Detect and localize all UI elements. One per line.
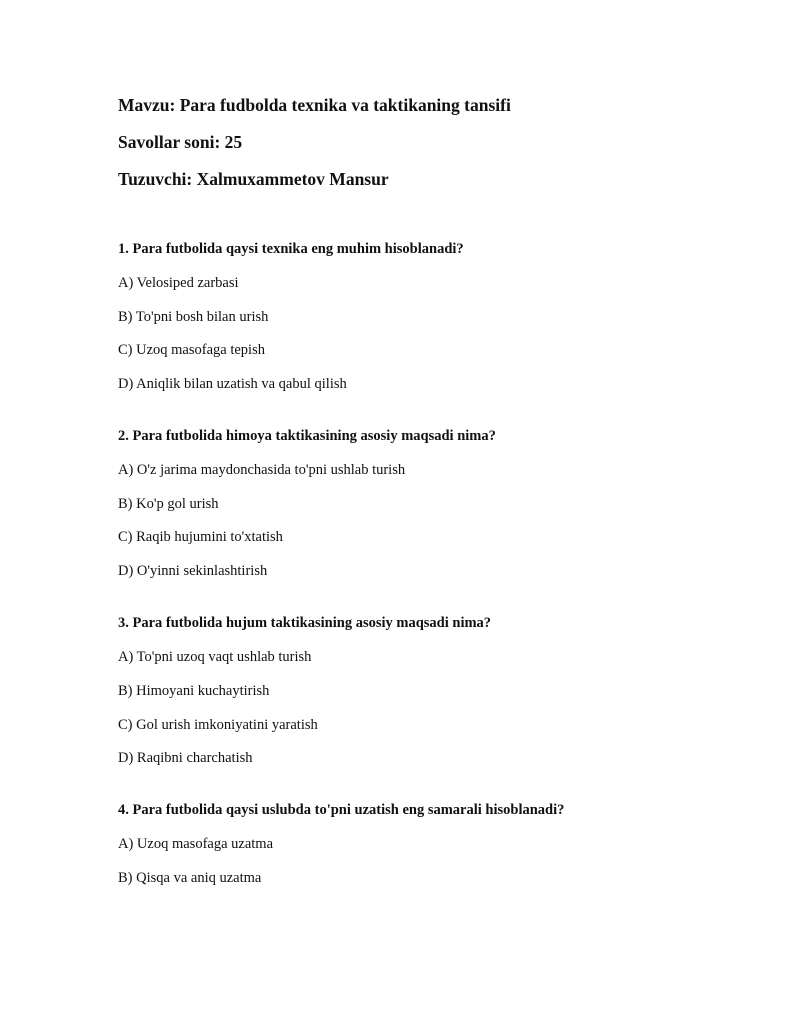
question-list <box>118 240 758 921</box>
document-header <box>118 95 758 206</box>
answer-option-c: C) Gol urish imkoniyatini yaratish <box>118 716 318 733</box>
question-2 <box>118 427 758 580</box>
answer-option-d: D) Aniqlik bilan uzatish va qabul qilish <box>118 376 347 393</box>
answer-option-c: C) Uzoq masofaga tepish <box>118 342 265 359</box>
answer-option-a: A) To'pni uzoq vaqt ushlab turish <box>118 649 312 666</box>
question-title: 2. Para futbolida himoya taktikasining asosiy maqsadi nima? <box>118 428 496 445</box>
answer-option-a: A) O'z jarima maydonchasida to'pni ushlab turish <box>118 462 406 479</box>
answer-option-d: D) Raqibni charchatish <box>118 750 253 767</box>
author-line: Tuzuvchi: Xalmuxammetov Mansur <box>118 169 389 189</box>
topic-line: Mavzu: Para fudbolda texnika va taktikaning tansifi <box>118 95 511 115</box>
answer-option-a: A) Uzoq masofaga uzatma <box>118 836 274 853</box>
answer-option-a: A) Velosiped zarbasi <box>118 275 239 291</box>
question-count-line: Savollar soni: 25 <box>118 132 243 152</box>
answer-option-b: B) Himoyani kuchaytirish <box>118 682 270 699</box>
answer-option-d: D) O'yinni sekinlashtirish <box>118 563 268 580</box>
question-4 <box>118 801 758 887</box>
answer-option-b: B) Qisqa va aniq uzatma <box>118 869 262 886</box>
question-title: 1. Para futbolida qaysi texnika eng muhim hisoblanadi? <box>118 241 464 257</box>
answer-option-b: B) To'pni bosh bilan urish <box>118 308 269 325</box>
question-3 <box>118 614 758 767</box>
question-title: 3. Para futbolida hujum taktikasining asosiy maqsadi nima? <box>118 615 492 632</box>
answer-option-c: C) Raqib hujumini to'xtatish <box>118 529 283 546</box>
question-title: 4. Para futbolida qaysi uslubda to'pni uzatish eng samarali hisoblanadi? <box>118 802 565 819</box>
question-1 <box>118 240 758 393</box>
answer-option-b: B) Ko'p gol urish <box>118 495 219 512</box>
